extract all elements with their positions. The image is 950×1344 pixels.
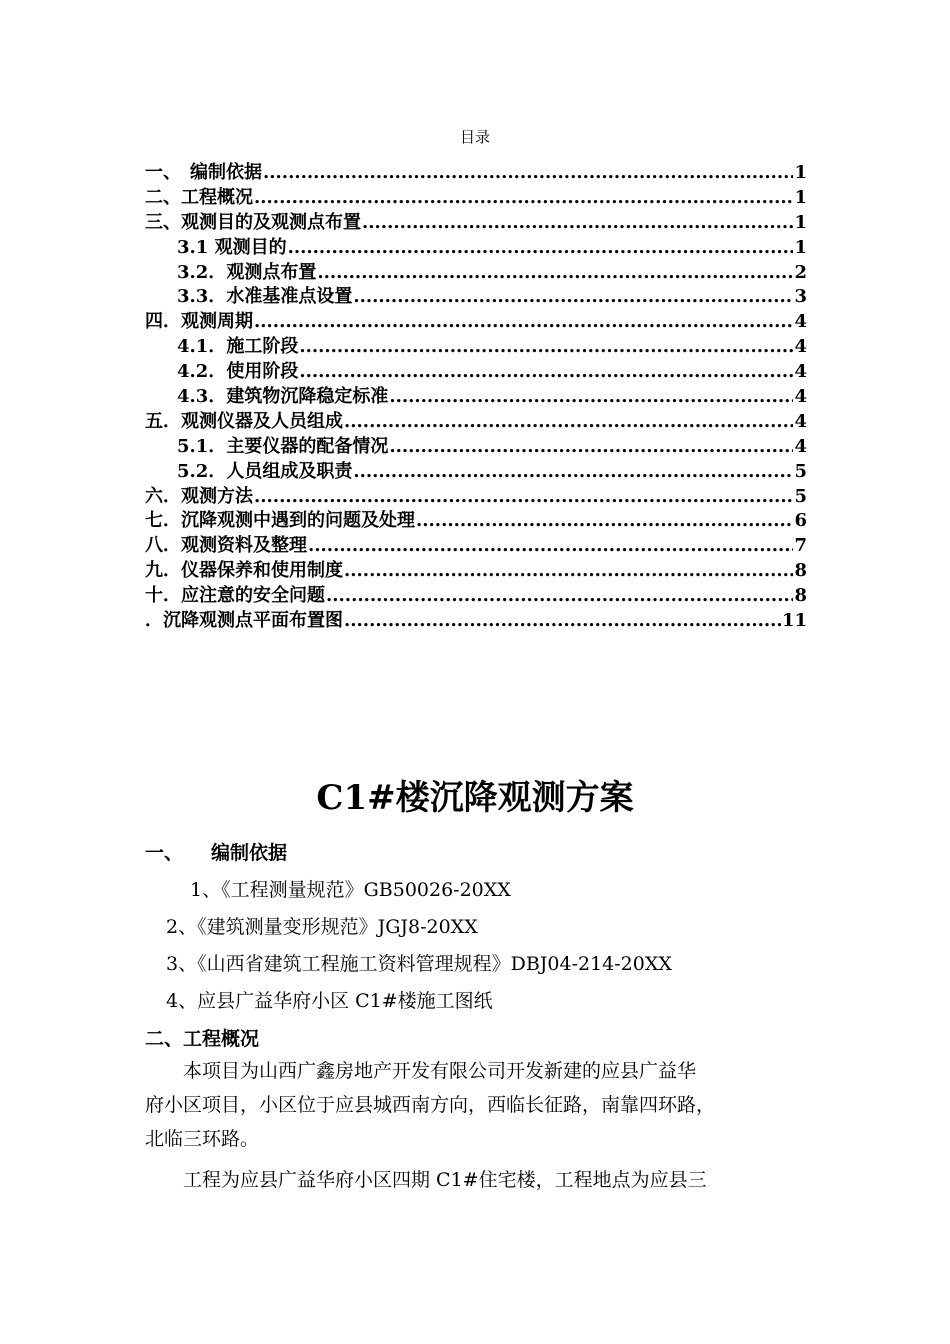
reference-item: 2、《建筑测量变形规范》JGJ8-20XX <box>166 916 478 938</box>
toc-entry-page: 1 <box>794 162 807 183</box>
toc-leader-dots <box>299 361 793 382</box>
toc-leader-dots <box>344 411 793 432</box>
toc-entry[interactable] <box>145 357 807 382</box>
toc-entry-page: 11 <box>781 610 807 632</box>
body-paragraph <box>145 1163 810 1197</box>
toc-entry-page: 4 <box>794 386 807 408</box>
section-number: 一、 <box>145 842 184 864</box>
toc-leader-dots <box>288 237 794 258</box>
reference-item: 4、应县广益华府小区 C1#楼施工图纸 <box>166 990 493 1012</box>
toc-entry[interactable] <box>145 258 807 283</box>
toc-leader-dots <box>317 262 793 283</box>
toc-entry[interactable] <box>145 307 807 332</box>
toc-entry[interactable] <box>145 556 807 581</box>
toc-entry-label: 七．沉降观测中遇到的问题及处理 <box>145 510 415 532</box>
section-heading-2: 二、工程概况 <box>145 1028 260 1050</box>
toc-title: 目录 <box>459 128 490 146</box>
toc-entry-label: 4.2．使用阶段 <box>177 361 299 383</box>
paragraph-line: 本项目为山西广鑫房地产开发有限公司开发新建的应县广益华 <box>145 1060 697 1082</box>
toc-entry-label: 八．观测资料及整理 <box>145 535 307 557</box>
toc-entry-page: 2 <box>794 261 807 283</box>
toc-leader-dots <box>308 535 793 556</box>
toc-entry[interactable] <box>145 332 807 357</box>
document-title: C1#楼沉降观测方案 <box>316 778 634 818</box>
toc-entry-label: 六．观测方法 <box>145 485 253 507</box>
toc-leader-dots <box>353 286 793 307</box>
toc-leader-dots <box>389 386 793 407</box>
paragraph-line: 府小区项目，小区位于应县城西南方向，西临长征路，南靠四环路， <box>145 1094 716 1116</box>
toc-entry[interactable] <box>145 158 807 183</box>
toc-entry-label: 五．观测仪器及人员组成 <box>145 410 343 432</box>
toc-entry[interactable] <box>145 506 807 531</box>
toc-entry[interactable] <box>145 606 807 631</box>
section-heading-1 <box>145 838 287 865</box>
toc-entry-page: 3 <box>794 286 807 308</box>
toc-entry-label: 四．观测周期 <box>145 311 253 333</box>
toc-entry[interactable] <box>145 382 807 407</box>
toc-entry[interactable] <box>145 432 807 457</box>
toc-entry[interactable] <box>145 183 807 208</box>
toc-entry-page: 1 <box>794 236 807 258</box>
toc-entry-label: 三、观测目的及观测点布置 <box>145 211 361 233</box>
toc-entry-page: 5 <box>794 460 807 482</box>
toc-entry-page: 8 <box>794 560 807 582</box>
reference-item: 1、《工程测量规范》GB50026-20XX <box>190 879 511 901</box>
toc-leader-dots <box>389 436 793 457</box>
toc-leader-dots <box>362 212 793 233</box>
toc-entry-label: 十．应注意的安全问题 <box>145 585 325 607</box>
reference-item: 3、《山西省建筑工程施工资料管理规程》DBJ04-214-20XX <box>166 953 672 975</box>
toc-leader-dots <box>353 461 793 482</box>
toc-entry-label: 3.1 观测目的 <box>177 236 287 258</box>
toc-leader-dots <box>263 162 793 183</box>
toc-entry-label: 3.2．观测点布置 <box>177 261 317 283</box>
toc-entry-page: 6 <box>794 510 807 532</box>
toc-leader-dots <box>416 510 793 531</box>
toc-entry-page: 1 <box>794 186 807 208</box>
toc-entry[interactable] <box>145 282 807 307</box>
toc-entry[interactable] <box>145 208 807 233</box>
toc-entry-page: 7 <box>794 535 807 557</box>
toc-leader-dots <box>254 311 793 332</box>
toc-entry[interactable] <box>145 233 807 258</box>
toc-entry-page: 4 <box>794 410 807 432</box>
toc-entry-label: 九．仪器保养和使用制度 <box>145 560 343 582</box>
body-paragraph <box>145 1054 810 1156</box>
toc-leader-dots <box>299 336 793 357</box>
toc-entry-label: 4.3．建筑物沉降稳定标准 <box>177 386 389 408</box>
toc-entry-page: 4 <box>794 361 807 383</box>
paragraph-line: 工程为应县广益华府小区四期 C1#住宅楼，工程地点为应县三 <box>145 1169 707 1191</box>
toc-entry[interactable] <box>145 407 807 432</box>
paragraph-line: 北临三环路。 <box>145 1128 260 1150</box>
toc-entry-label: 3.3．水准基准点设置 <box>177 286 353 308</box>
table-of-contents <box>145 158 807 631</box>
toc-entry[interactable] <box>145 581 807 606</box>
toc-leader-dots <box>344 610 781 631</box>
toc-entry-label: 二、工程概况 <box>145 186 253 208</box>
section-heading-text: 编制依据 <box>211 842 288 864</box>
toc-entry-label: 5.1．主要仪器的配备情况 <box>177 435 389 457</box>
toc-entry[interactable] <box>145 482 807 507</box>
toc-entry-page: 1 <box>794 211 807 233</box>
toc-entry-page: 4 <box>794 435 807 457</box>
toc-entry[interactable] <box>145 457 807 482</box>
toc-entry-page: 4 <box>794 336 807 358</box>
toc-leader-dots <box>344 560 793 581</box>
toc-entry-label: 5.2．人员组成及职责 <box>177 460 353 482</box>
toc-entry-label: ．沉降观测点平面布置图 <box>145 610 343 632</box>
toc-entry-page: 4 <box>794 311 807 333</box>
toc-entry-label: 4.1．施工阶段 <box>177 336 299 358</box>
toc-leader-dots <box>254 187 793 208</box>
toc-entry-page: 8 <box>794 585 807 607</box>
toc-entry-label: 一、 编制依据 <box>145 162 262 183</box>
toc-entry-page: 5 <box>794 485 807 507</box>
toc-leader-dots <box>254 486 793 507</box>
toc-leader-dots <box>326 585 793 606</box>
toc-entry[interactable] <box>145 531 807 556</box>
